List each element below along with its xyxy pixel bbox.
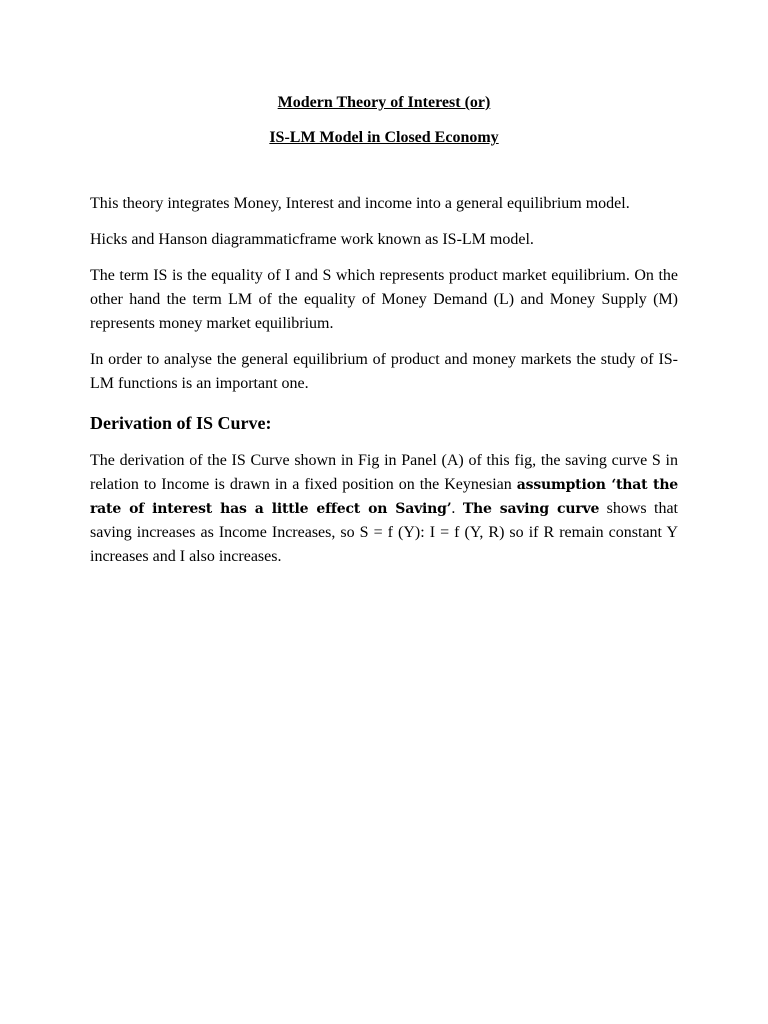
paragraph-is-lm-terms: The term IS is the equality of I and S which represents product market equilibrium. On the other hand the term LM of the equality of Money Demand (L) and Money Supply (M) represents money market equilibrium. [90, 267, 678, 333]
paragraph-intro: This theory integrates Money, Interest and income into a general equilibrium model. [90, 195, 630, 213]
is-derivation-text-3: shows that saving increases as Income Increases, so S = f (Y): I = f (Y, R) so if R remain constant Y increases and I also increases. [90, 500, 679, 566]
paragraph-general-equilibrium: In order to analyse the general equilibrium of product and money markets the study of IS-LM functions is an important one. [90, 351, 678, 393]
is-derivation-bold-saving-curve: The saving curve [462, 501, 600, 518]
document-title-line1: Modern Theory of Interest (or) [277, 94, 491, 111]
paragraph-is-derivation [90, 449, 678, 569]
is-derivation-text-1: The derivation of the IS Curve shown in Fig in Panel (A) of this fig, the saving curve S in relation to Income is drawn in a fixed position on the Keynesian [90, 452, 678, 494]
document-title-line2: IS-LM Model in Closed Economy [269, 129, 499, 147]
paragraph-hicks-hanson: Hicks and Hanson diagrammaticframe work known as IS-LM model. [90, 231, 534, 249]
is-derivation-text-2: . [451, 500, 463, 518]
section-heading-is-curve: Derivation of IS Curve: [90, 413, 272, 434]
document-page [90, 90, 678, 569]
is-derivation-bold-assumption: assumption ‘that the rate of interest has a little effect on Saving’ [90, 477, 678, 518]
